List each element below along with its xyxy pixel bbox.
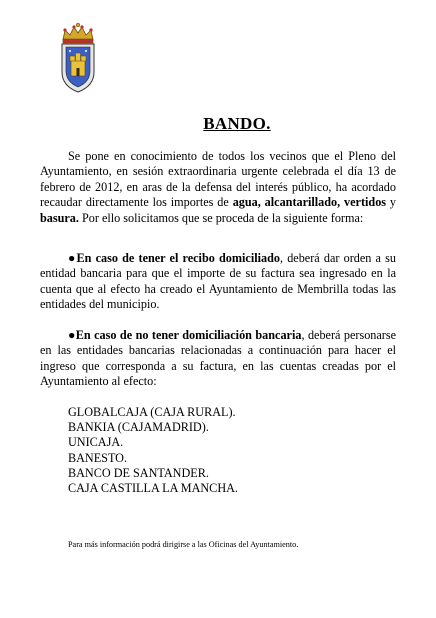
intro-paragraph — [40, 149, 396, 226]
domiciled-paragraph — [40, 251, 396, 313]
bank-list — [68, 405, 238, 496]
list-item: BANESTO. — [68, 450, 128, 465]
intro-text-3: Por ello solicitamos que se proceda de la siguiente forma: — [78, 210, 364, 225]
not-domiciled-paragraph — [40, 328, 396, 390]
list-item: BANCO DE SANTANDER. — [68, 465, 209, 480]
domiciled-bold: ●En caso de tener el recibo domiciliado — [68, 251, 280, 265]
municipal-coat-of-arms-icon — [57, 22, 99, 94]
list-item: GLOBALCAJA (CAJA RURAL). — [68, 405, 236, 419]
list-item: CAJA CASTILLA LA MANCHA. — [68, 481, 238, 496]
not-domiciled-text: , deberá personarse en las entidades bancarias relacionadas a continuación para hacer el ingreso que corresponda a su factura, en las cuentas creadas por el Ayuntamiento al efecto: — [40, 328, 396, 389]
not-domiciled-bold: ●En caso de no tener domiciliación bancaria — [68, 328, 302, 342]
intro-text-2: y — [386, 195, 397, 210]
domiciled-text: , deberá dar orden a su entidad bancaria para que el importe de su factura sea ingresado en la cuenta que al efecto ha creado el Ayuntamiento de Membrilla todas las entidades del municipio. — [40, 251, 396, 312]
list-item: BANKIA (CAJAMADRID). — [68, 420, 209, 435]
intro-bold-basura: basura. — [40, 210, 79, 225]
intro-bold-services: agua, alcantarillado, vertidos — [232, 195, 387, 210]
footer-note: Para más información podrá dirigirse a las Oficinas del Ayuntamiento. — [68, 540, 299, 549]
page-title: BANDO. — [203, 114, 271, 133]
intro-text-1: Se pone en conocimiento de todos los vecinos que el Pleno del Ayuntamiento, en sesión extraordinaria urgente celebrada el día 13 de febrero de 2012, en aras de la defensa del interés público, ha acordado recaudar directamente los importes de — [40, 149, 396, 210]
list-item: UNICAJA. — [68, 435, 124, 450]
